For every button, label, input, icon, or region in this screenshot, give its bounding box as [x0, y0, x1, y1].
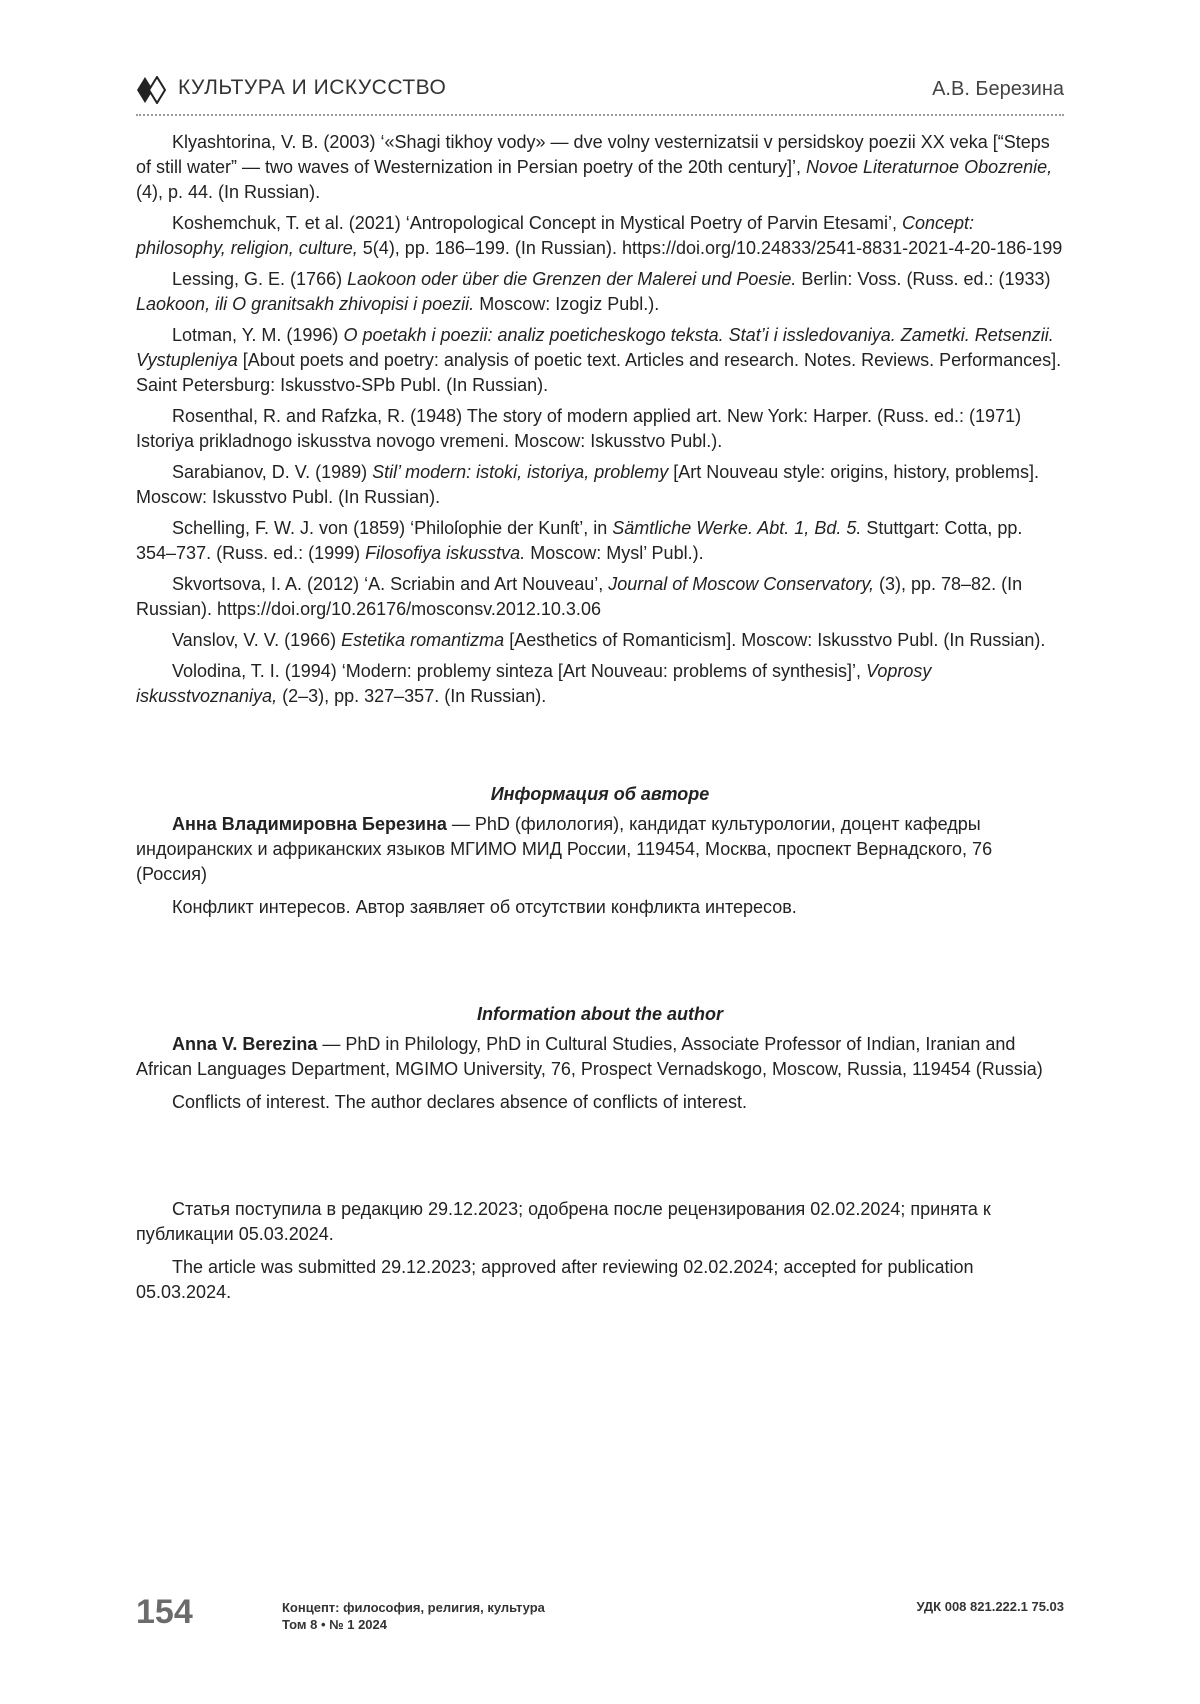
reference-entry — [136, 659, 1064, 709]
reference-entry — [136, 267, 1064, 317]
conflict-statement-ru: Конфликт интересов. Автор заявляет об отсутствии конфликта интересов. — [172, 897, 797, 917]
reference-text: Skvortsova, I. A. (2012) ‘A. Scriabin and Art Nouveau’, — [172, 574, 609, 594]
reference-entry — [136, 211, 1064, 261]
reference-text: [About poets and poetry: analysis of poetic text. Articles and research. Notes. Reviews. Performances]. Saint Petersburg: Iskusstvo-SPb Publ. (In Russian). — [136, 350, 1062, 395]
reference-text: Rosenthal, R. and Rafzka, R. (1948) The story of modern applied art. New York: Harper. (Russ. ed.: (1971) Istoriya prikladnogo iskusstva novogo vremeni. Moscow: Iskusstvo Publ.). — [136, 406, 1022, 451]
reference-text: (4), p. 44. (In Russian). — [136, 182, 321, 202]
reference-entry — [136, 404, 1064, 454]
reference-list — [136, 130, 1064, 709]
reference-entry — [136, 323, 1064, 398]
author-info-en — [136, 1002, 1064, 1115]
reference-text: Lotman, Y. M. (1996) — [172, 325, 344, 345]
reference-text: Stuttgart: Cotta, pp. 354–737. (Russ. ed.: (1999) — [136, 518, 1023, 563]
reference-text: (3), pp. 78–82. (In Russian). https://doi.org/10.26176/mosconsv.2012.10.3.06 — [136, 574, 1023, 619]
reference-text: Berlin: Voss. (Russ. ed.: (1933) — [796, 269, 1051, 289]
reference-italic: Laokoon oder über die Grenzen der Malerei und Poesie. — [347, 269, 797, 289]
running-author: А.В. Березина — [932, 78, 1064, 100]
reference-text: Klyashtorina, V. B. (2003) ‘«Shagi tikhoy vody» — dve volny vesternizatsii v persidskoy poezii XX veka [“Steps of still water” — two waves of Westernization in Persian poetry of the 20th century]’, — [136, 132, 1050, 177]
reference-italic: Filosofiya iskusstva. — [365, 543, 526, 563]
reference-text: 5(4), pp. 186–199. (In Russian). https://doi.org/10.24833/2541-8831-2021-4-20-186-199 — [357, 238, 1063, 258]
reference-text: Sarabianov, D. V. (1989) — [172, 462, 373, 482]
reference-entry — [136, 130, 1064, 205]
journal-info — [282, 1599, 545, 1633]
diamond-logo-icon — [136, 76, 170, 104]
page-number: 154 — [136, 1593, 193, 1631]
reference-text: Schelling, F. W. J. von (1859) ‘Philoſophie der Kunſt’, in — [172, 518, 613, 538]
author-bio-ru — [136, 812, 1064, 887]
journal-title: Концепт: философия, религия, культура — [282, 1600, 545, 1615]
journal-issue: Том 8 • № 1 2024 — [282, 1617, 387, 1632]
reference-entry — [136, 572, 1064, 622]
reference-italic: Stil’ modern: istoki, istoriya, problemy — [372, 462, 669, 482]
reference-text: (2–3), pp. 327–357. (In Russian). — [277, 686, 547, 706]
author-name-en: Anna V. Berezina — [172, 1034, 318, 1054]
reference-italic: Laokoon, ili O granitsakh zhivopisi i poezii. — [136, 294, 475, 314]
page-content — [136, 130, 1064, 1313]
author-info-ru — [136, 782, 1064, 920]
reference-italic: Sämtliche Werke. Abt. 1, Bd. 5. — [612, 518, 862, 538]
author-bio-en — [136, 1032, 1064, 1082]
reference-italic: O poetakh i poezii: analiz poeticheskogo teksta. Stat’i i issledovaniya. Zametki. Retsenzii. Vystupleniya — [136, 325, 1054, 370]
reference-italic: Journal of Moscow Conservatory, — [608, 574, 874, 594]
author-bio-en-text: — PhD in Philology, PhD in Cultural Studies, Associate Professor of Indian, Iranian and African Languages Department, MGIMO University, 76, Prospect Vernadskogo, Moscow, Russia, 119454 (Russia) — [136, 1034, 1043, 1079]
reference-italic: Concept: philosophy, religion, culture, — [136, 213, 975, 258]
page-footer — [136, 1593, 1064, 1643]
reference-text: Lessing, G. E. (1766) — [172, 269, 348, 289]
article-dates — [136, 1197, 1064, 1305]
reference-italic: Novoe Literaturnoe Obozrenie, — [805, 157, 1053, 177]
reference-entry — [136, 460, 1064, 510]
reference-text: Moscow: Mysl’ Publ.). — [525, 543, 704, 563]
running-header — [136, 74, 1064, 116]
reference-text: [Aesthetics of Romanticism]. Moscow: Iskusstvo Publ. (In Russian). — [504, 630, 1046, 650]
reference-text: Volodina, T. I. (1994) ‘Modern: problemy sinteza [Art Nouveau: problems of synthesis]’, — [172, 661, 867, 681]
reference-entry — [136, 628, 1064, 653]
udc-code: УДК 008 821.222.1 75.03 — [916, 1599, 1064, 1614]
article-dates-ru: Статья поступила в редакцию 29.12.2023; одобрена после рецензирования 02.02.2024; принята к публикации 05.03.2024. — [136, 1199, 991, 1244]
author-name-ru: Анна Владимировна Березина — [172, 814, 447, 834]
reference-italic: Voprosy iskusstvoznaniya, — [136, 661, 932, 706]
conflict-statement-en: Conflicts of interest. The author declares absence of conflicts of interest. — [172, 1092, 747, 1112]
reference-entry — [136, 516, 1064, 566]
reference-italic: Estetika romantizma — [341, 630, 505, 650]
reference-text: Vanslov, V. V. (1966) — [172, 630, 342, 650]
section-title: КУЛЬТУРА И ИСКУССТВО — [178, 76, 447, 99]
reference-text: Koshemchuk, T. et al. (2021) ‘Antropological Concept in Mystical Poetry of Parvin Etesami’, — [172, 213, 903, 233]
reference-text: [Art Nouveau style: origins, history, problems]. Moscow: Iskusstvo Publ. (In Russian). — [136, 462, 1040, 507]
author-info-en-heading: Information about the author — [477, 1004, 723, 1024]
article-dates-en: The article was submitted 29.12.2023; approved after reviewing 02.02.2024; accepted for publication 05.03.2024. — [136, 1257, 974, 1302]
reference-text: Moscow: Izogiz Publ.). — [474, 294, 660, 314]
author-info-ru-heading: Информация об авторе — [490, 784, 710, 804]
author-bio-ru-text: — PhD (филология), кандидат культурологии, доцент кафедры индоиранских и африканских языков МГИМО МИД России, 119454, Москва, проспект Вернадского, 76 (Россия) — [136, 814, 993, 884]
